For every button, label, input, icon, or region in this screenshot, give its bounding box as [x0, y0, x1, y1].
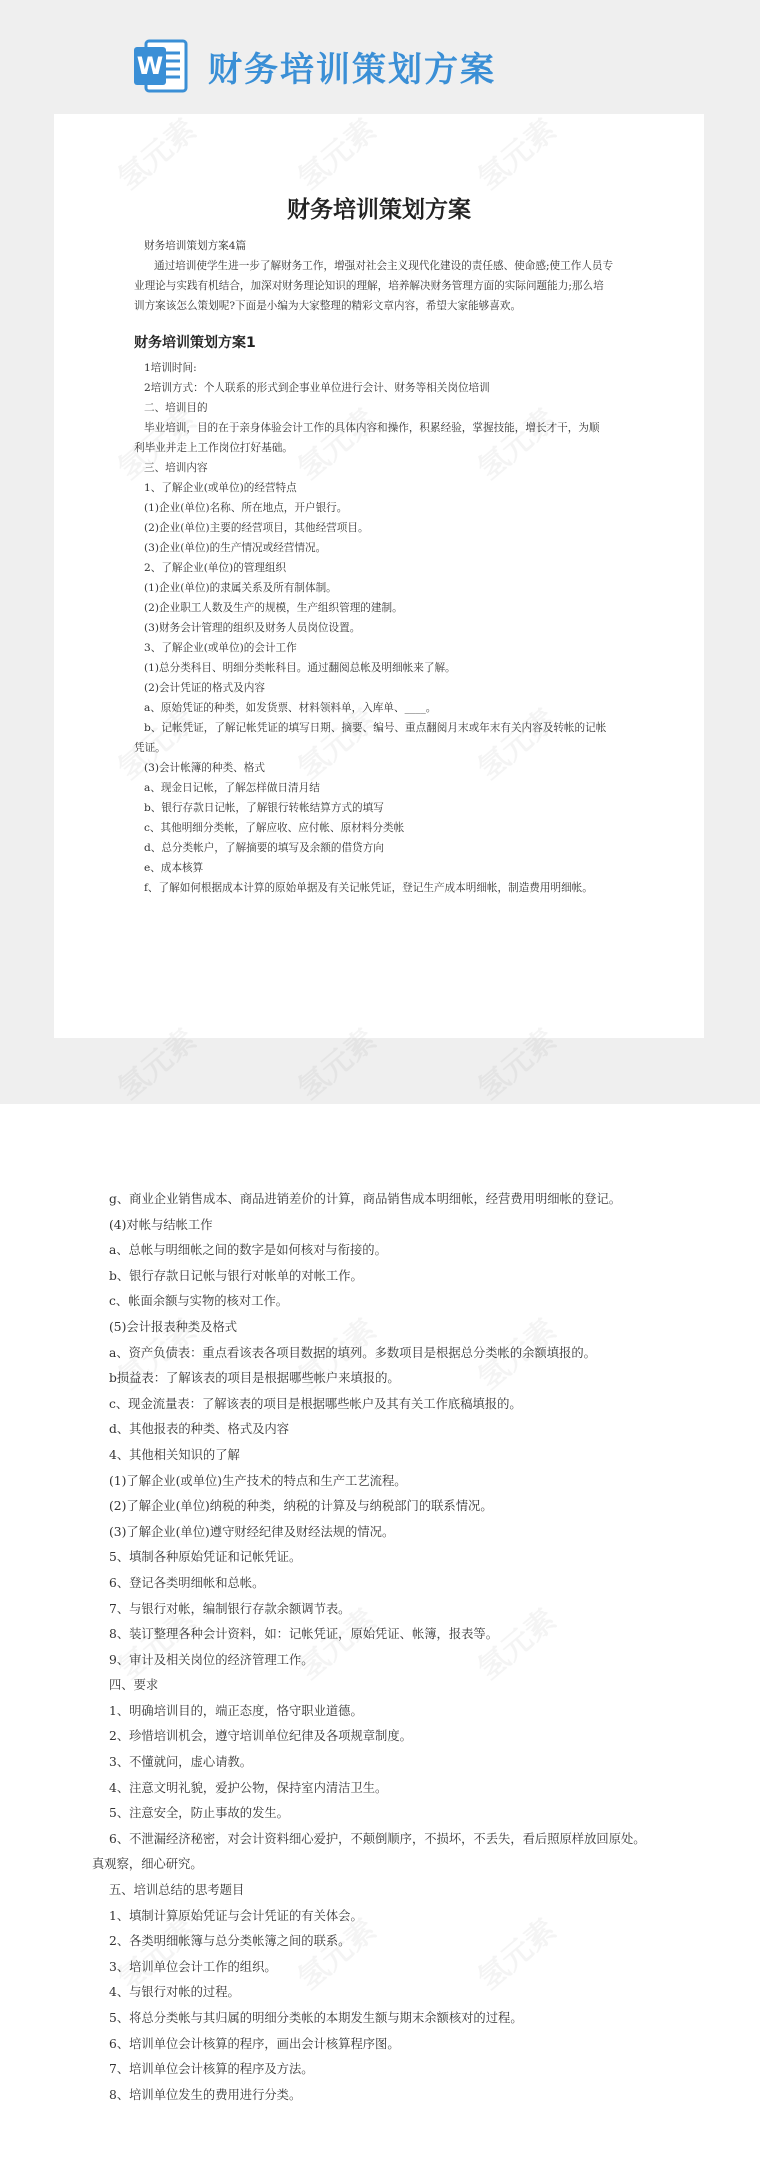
body-line: 利毕业并走上工作岗位打好基础。: [134, 442, 293, 454]
body-line: c、现金流量表：了解该表的项目是根据哪些帐户及其有关工作底稿填报的。: [109, 1396, 522, 1411]
body-line: 9、审计及相关岗位的经济管理工作。: [109, 1652, 314, 1667]
body-line: d、总分类帐户，了解摘要的填写及余额的借贷方向: [144, 842, 384, 854]
body-line: 真观察，细心研究。: [92, 1857, 203, 1872]
document-page-2: [92, 1187, 692, 2108]
body-line: 4、注意文明礼貌，爱护公物，保持室内清洁卫生。: [109, 1780, 388, 1795]
body-line: g、商业企业销售成本、商品进销差价的计算，商品销售成本明细帐，经营费用明细帐的登记。: [109, 1192, 622, 1206]
body-line: (1)了解企业(或单位)生产技术的特点和生产工艺流程。: [109, 1473, 407, 1488]
document-header: [132, 28, 496, 104]
body-line: a、现金日记帐，了解怎样做日清月结: [144, 782, 320, 794]
page-1-lines: [134, 358, 644, 898]
subtitle-line: 财务培训策划方案4篇: [144, 240, 247, 252]
body-line: (3)企业(单位)的生产情况或经营情况。: [144, 542, 327, 554]
body-line: 2、了解企业(单位)的管理组织: [144, 562, 287, 574]
body-line: 5、注意安全，防止事故的发生。: [109, 1806, 289, 1821]
page-title: 财务培训策划方案: [287, 196, 471, 223]
body-line: 6、不泄漏经济秘密，对会计资料细心爱护，不颠倒顺序，不损坏，不丢失，看后照原样放回原处。: [109, 1831, 646, 1846]
body-line: (2)了解企业(单位)纳税的种类，纳税的计算及与纳税部门的联系情况。: [109, 1499, 493, 1514]
body-line: a、原始凭证的种类，如发货票、材料领料单，入库单、____。: [144, 702, 437, 714]
body-line: 7、与银行对帐，编制银行存款余额调节表。: [109, 1601, 351, 1616]
body-line: 凭证。: [134, 742, 166, 754]
page-1-body: [134, 236, 644, 898]
body-line: 五、培训总结的思考题目: [109, 1883, 245, 1898]
body-line: 2、各类明细帐簿与总分类帐簿之间的联系。: [109, 1934, 351, 1949]
word-icon-letter: W: [136, 52, 164, 80]
body-line: (3)财务会计管理的组织及财务人员岗位设置。: [144, 622, 361, 634]
section-heading: 财务培训策划方案1: [134, 335, 256, 351]
body-line: d、其他报表的种类、格式及内容: [109, 1422, 290, 1437]
body-line: 5、将总分类帐与其归属的明细分类帐的本期发生额与期末余额核对的过程。: [109, 2011, 523, 2025]
document-page-1: [54, 114, 704, 1038]
body-line: b、记帐凭证，了解记帐凭证的填写日期、摘要、编号、重点翻阅月末或年末有关内容及转帐的记帐: [144, 722, 607, 734]
intro-line: 通过培训使学生进一步了解财务工作，增强对社会主义现代化建设的责任感、使命感;使工作人员专: [154, 260, 614, 272]
body-line: (2)企业(单位)主要的经营项目，其他经营项目。: [144, 522, 369, 534]
body-line: 二、培训目的: [144, 402, 208, 414]
document-title: 财务培训策划方案: [208, 49, 496, 90]
body-line: b损益表：了解该表的项目是根据哪些帐户来填报的。: [109, 1371, 400, 1386]
body-line: 1培训时间:: [144, 362, 197, 374]
body-line: 5、填制各种原始凭证和记帐凭证。: [109, 1550, 302, 1565]
body-line: 2、珍惜培训机会，遵守培训单位纪律及各项规章制度。: [109, 1729, 412, 1744]
body-line: (1)总分类科目、明细分类帐科目。通过翻阅总帐及明细帐来了解。: [144, 662, 456, 674]
body-line: 8、装订整理各种会计资料，如：记帐凭证，原始凭证、帐簿，报表等。: [109, 1627, 499, 1642]
body-line: 1、明确培训目的，端正态度，恪守职业道德。: [109, 1703, 363, 1718]
body-line: e、成本核算: [144, 862, 204, 874]
body-line: (4)对帐与结帐工作: [109, 1217, 213, 1232]
word-document-icon: [132, 35, 194, 97]
body-line: (1)企业(单位)名称、所在地点，开户银行。: [144, 502, 348, 514]
body-line: 3、不懂就问，虚心请教。: [109, 1755, 253, 1770]
body-line: (2)会计凭证的格式及内容: [144, 682, 265, 694]
intro-line: 训方案该怎么策划呢?下面是小编为大家整理的精彩文章内容，希望大家能够喜欢。: [134, 300, 522, 312]
body-line: b、银行存款日记帐，了解银行转帐结算方式的填写: [144, 802, 384, 814]
body-line: (1)企业(单位)的隶属关系及所有制体制。: [144, 582, 337, 594]
body-line: c、帐面余额与实物的核对工作。: [109, 1294, 289, 1309]
body-line: (2)企业职工人数及生产的规模，生产组织管理的建制。: [144, 602, 403, 614]
body-line: 1、了解企业(或单位)的经营特点: [144, 482, 297, 494]
body-line: 毕业培训，目的在于亲身体验会计工作的具体内容和操作，积累经验，掌握技能，增长才干，为顺: [144, 422, 600, 434]
body-line: (5)会计报表种类及格式: [109, 1319, 238, 1334]
body-line: (3)会计帐簿的种类、格式: [144, 762, 265, 774]
intro-line: 业理论与实践有机结合，加深对财务理论知识的理解，培养解决财务管理方面的实际问题能力;那么培: [134, 280, 604, 292]
body-line: 四、要求: [109, 1678, 159, 1693]
body-line: 2培训方式：个人联系的形式到企事业单位进行会计、财务等相关岗位培训: [144, 382, 490, 394]
body-line: a、资产负债表：重点看该表各项目数据的填列。多数项目是根据总分类帐的余额填报的。: [109, 1345, 596, 1360]
body-line: f、了解如何根据成本计算的原始单据及有关记帐凭证，登记生产成本明细帐，制造费用明细帐。: [144, 882, 593, 894]
body-line: 4、与银行对帐的过程。: [109, 1985, 240, 2000]
body-line: 8、培训单位发生的费用进行分类。: [109, 2087, 302, 2102]
body-line: 3、培训单位会计工作的组织。: [109, 1959, 277, 1974]
body-line: 三、培训内容: [144, 462, 208, 474]
body-line: 1、填制计算原始凭证与会计凭证的有关体会。: [109, 1908, 363, 1923]
body-line: 6、培训单位会计核算的程序，画出会计核算程序图。: [109, 2036, 400, 2051]
body-line: (3)了解企业(单位)遵守财经纪律及财经法规的情况。: [109, 1524, 395, 1539]
body-line: c、其他明细分类帐，了解应收、应付帐、原材料分类帐: [144, 822, 405, 834]
body-line: a、总帐与明细帐之间的数字是如何核对与衔接的。: [109, 1243, 387, 1258]
body-line: 6、登记各类明细帐和总帐。: [109, 1575, 265, 1590]
body-line: 7、培训单位会计核算的程序及方法。: [109, 2062, 314, 2077]
body-line: 4、其他相关知识的了解: [109, 1447, 240, 1462]
body-line: b、银行存款日记帐与银行对帐单的对帐工作。: [109, 1268, 363, 1283]
body-line: 3、了解企业(或单位)的会计工作: [144, 642, 297, 654]
